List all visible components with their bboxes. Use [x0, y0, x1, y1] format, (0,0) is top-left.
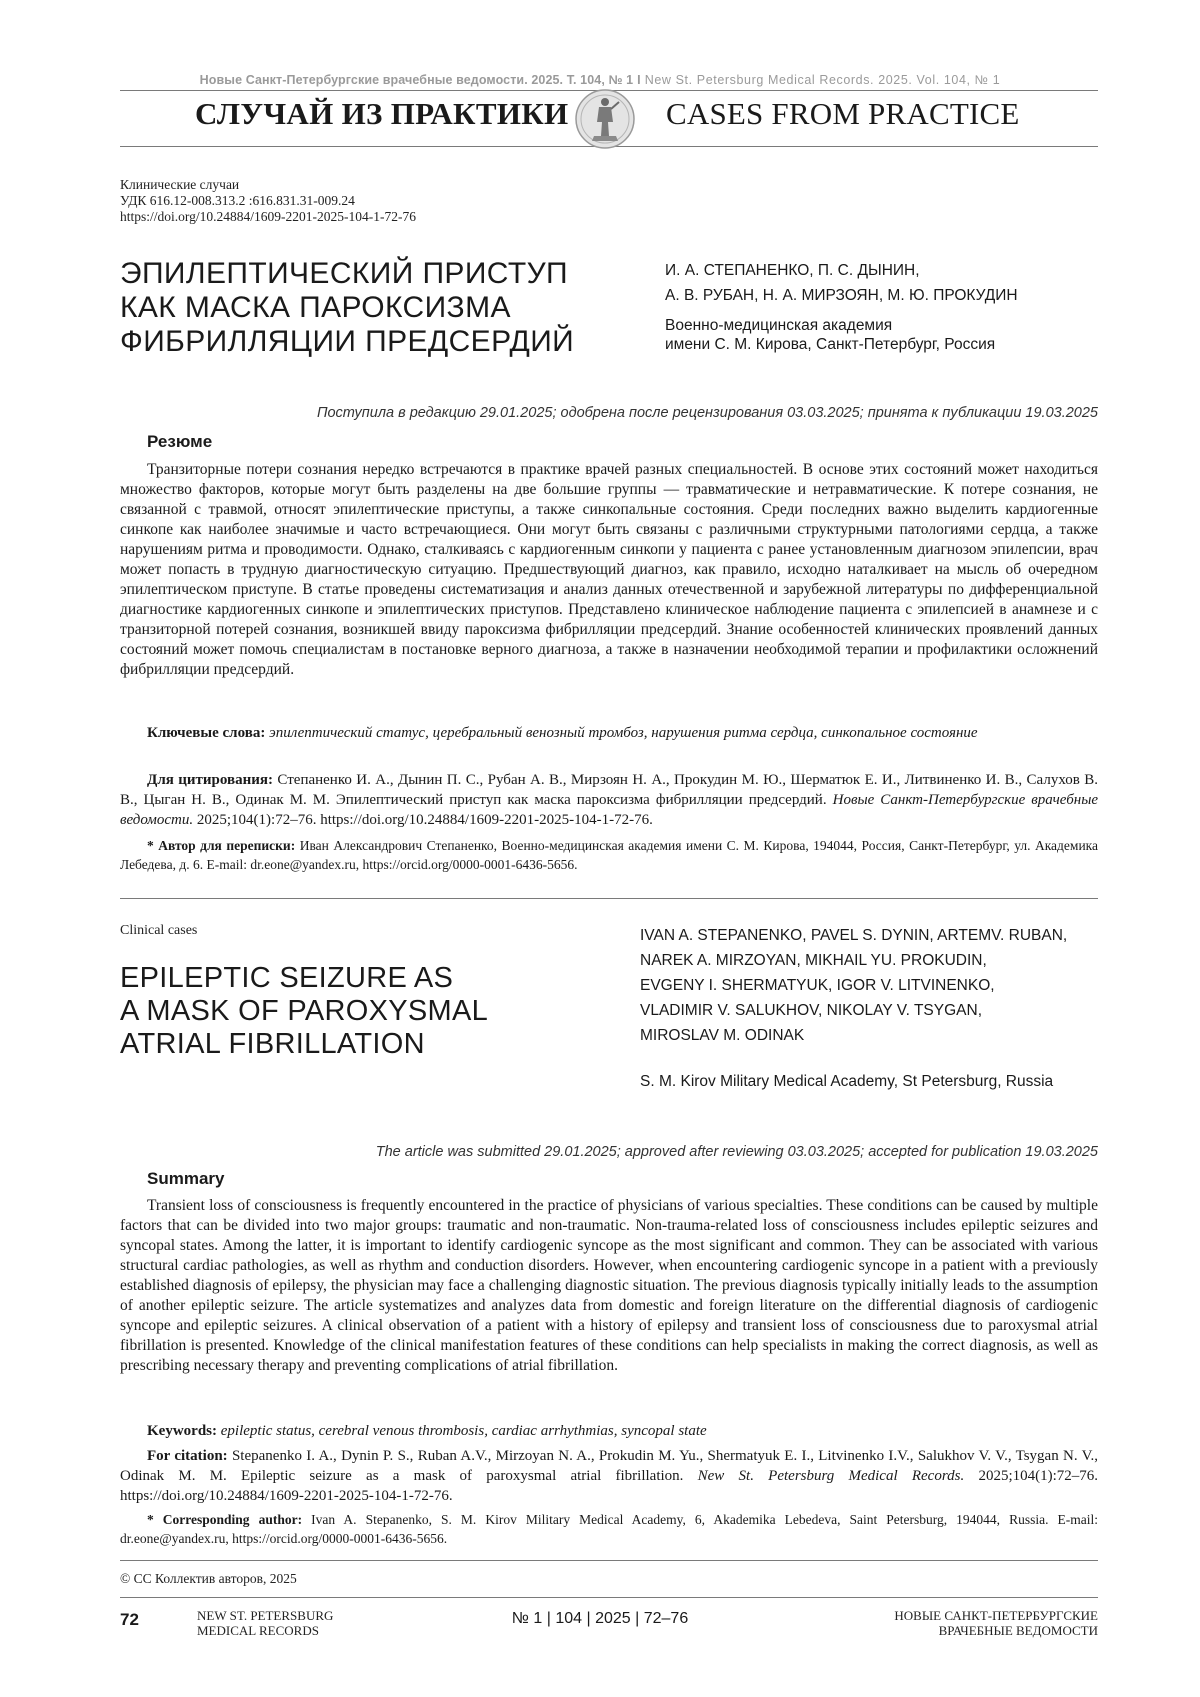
- authors-en-line-4: VLADIMIR V. SALUKHOV, NIKOLAY V. TSYGAN,: [640, 998, 1110, 1023]
- citation-text-ru: Степаненко И. А., Дынин П. С., Рубан А. В., Мирзоян Н. А., Прокудин М. Ю., Шерматюк Е. И., Литвиненко И. В., Салухов В. В., Цыган Н. В., Одинак М. М. Эпилептический приступ как маска пароксизма фибрилляции предсердий.: [120, 772, 1098, 808]
- title-en-line-3: ATRIAL FIBRILLATION: [120, 1028, 590, 1061]
- copyright-notice: © СС Коллектив авторов, 2025: [120, 1571, 297, 1587]
- citation-text-en: Stepanenko I. A., Dynin P. S., Ruban A.V., Mirzoyan N. A., Prokudin M. Yu., Shermatyuk E. I., Litvinenko I.V., Salukhov V. V., Tsygan N. V., Odinak M. M. Epileptic seizure as a mask of paroxysmal atrial fibrillation.: [120, 1448, 1098, 1484]
- abstract-heading-en: Summary: [147, 1169, 224, 1189]
- keywords-ru: [120, 723, 1098, 743]
- doi-link[interactable]: https://doi.org/10.24884/1609-2201-2025-104-1-72-76: [120, 209, 416, 225]
- footer-issue-info: № 1 | 104 | 2025 | 72–76: [0, 1610, 1200, 1628]
- footer-rule: [120, 1597, 1098, 1598]
- authors-en-line-2: NAREK A. MIRZOYAN, MIKHAIL YU. PROKUDIN,: [640, 948, 1110, 973]
- title-en-line-2: A MASK OF PAROXYSMAL: [120, 995, 590, 1028]
- affiliation-ru-line-1: Военно-медицинская академия: [665, 316, 1105, 335]
- citation-tail-ru: 2025;104(1):72–76. https://doi.org/10.24884/1609-2201-2025-104-1-72-76.: [197, 812, 653, 828]
- running-head-en: New St. Petersburg Medical Records. 2025. Vol. 104, № 1: [645, 73, 1001, 87]
- citation-label-en: For citation:: [147, 1448, 228, 1464]
- affiliation-ru-line-2: имени С. М. Кирова, Санкт-Петербург, Россия: [665, 335, 1105, 354]
- keywords-list-en: epileptic status, cerebral venous thrombosis, cardiac arrhythmias, syncopal state: [221, 1423, 707, 1439]
- affiliation-ru: [665, 316, 1105, 354]
- keywords-label-en: Keywords:: [147, 1423, 217, 1439]
- corr-text-en: Ivan A. Stepanenko, S. M. Kirov Military Medical Academy, 6, Akademika Lebedeva, Saint Petersburg, 194044, Russia. E-mail: dr.eone@yandex.ru, https://orcid.org/0000-0001-6436-5656.: [120, 1512, 1098, 1546]
- footer-journal-en-line-1: NEW ST. PETERSBURG: [197, 1608, 333, 1623]
- citation-ru: [120, 770, 1098, 830]
- authors-en-line-3: EVGENY I. SHERMATYUK, IGOR V. LITVINENKO,: [640, 973, 1110, 998]
- title-ru-line-1: ЭПИЛЕПТИЧЕСКИЙ ПРИСТУП: [120, 257, 600, 291]
- page-number: 72: [120, 1610, 139, 1630]
- citation-label-ru: Для цитирования:: [147, 772, 273, 788]
- corr-label-en: * Corresponding author:: [147, 1512, 302, 1527]
- keywords-list-ru: эпилептический статус, церебральный венозный тромбоз, нарушения ритма сердца, синкопальное состояние: [269, 725, 978, 741]
- citation-journal-en: New St. Petersburg Medical Records.: [698, 1468, 965, 1484]
- authors-en-line-5: MIROSLAV M. ODINAK: [640, 1023, 1110, 1048]
- section-title-en: CASES FROM PRACTICE: [666, 96, 1020, 132]
- corr-text-ru: Иван Александрович Степаненко, Военно-медицинская академия имени С. М. Кирова, 194044, Россия, Санкт-Петербург, ул. Академика Лебедева, д. 6. E-mail: dr.eone@yandex.ru, https://orcid.org/0000-0001-6436-5656.: [120, 838, 1098, 872]
- article-meta-ru: [120, 177, 416, 225]
- section-title-ru: СЛУЧАЙ ИЗ ПРАКТИКИ: [195, 96, 568, 132]
- title-ru-line-2: КАК МАСКА ПАРОКСИЗМА: [120, 291, 600, 325]
- authors-ru: [665, 258, 1105, 308]
- footer-journal-ru-line-1: НОВЫЕ САНКТ-ПЕТЕРБУРГСКИЕ: [780, 1608, 1098, 1623]
- affiliation-en: S. M. Kirov Military Medical Academy, St Petersburg, Russia: [640, 1073, 1110, 1091]
- citation-journal-ru: Новые Санкт-Петербургские врачебные ведомости.: [120, 792, 1098, 828]
- article-title-ru: [120, 257, 600, 359]
- article-dates-ru: Поступила в редакцию 29.01.2025; одобрена после рецензирования 03.03.2025; принята к публикации 19.03.2025: [120, 405, 1098, 421]
- article-title-en: [120, 962, 590, 1061]
- authors-en: [640, 923, 1110, 1048]
- footer-journal-ru-line-2: ВРАЧЕБНЫЕ ВЕДОМОСТИ: [780, 1623, 1098, 1638]
- running-head: [0, 73, 1200, 87]
- keywords-en: [120, 1421, 1098, 1441]
- article-dates-en: The article was submitted 29.01.2025; approved after reviewing 03.03.2025; accepted for publication 19.03.2025: [120, 1144, 1098, 1160]
- udk-code: УДК 616.12-008.313.2 :616.831.31-009.24: [120, 193, 416, 209]
- keywords-label-ru: Ключевые слова:: [147, 725, 265, 741]
- abstract-text-ru: Транзиторные потери сознания нередко встречаются в практике врачей разных специальностей. В основе этих состояний может находиться множество факторов, которые могут быть разделены на две большие группы — травматические и нетравматические. К потере сознания, не связанной с травмой, относят эпилептические приступы, а также синкопальные состояния. Среди последних важно выделить кардиогенные синкопе как наиболее значимые и часто встречающиеся. Они могут быть связаны с различными структурными патологиями сердца, а также нарушениям ритма и проводимости. Однако, сталкиваясь с кардиогенным синкопи у пациента с ранее установленным диагнозом эпилепсии, врач может попасть в трудную диагностическую ситуацию. Предшествующий диагноз, как правило, исходно наталкивает на мысль об очередном эпилептическом приступе. В статье проведены систематизация и анализ данных отечественной и зарубежной литературы по дифференциальной диагностике кардиогенных синкопе и эпилептических приступов. Представлено клиническое наблюдение пациента с эпилепсией в анамнезе и с транзиторной потерей сознания, возникшей ввиду пароксизма фибрилляции предсердий. Знание особенностей клинических проявлений данных состояний может помочь специалистам в постановке верного диагноза, а также в назначении необходимой терапии и профилактики осложнений фибрилляции предсердий.: [120, 460, 1098, 680]
- corresponding-author-ru: [120, 836, 1098, 874]
- corresponding-author-en: [120, 1510, 1098, 1548]
- running-head-separator: I: [637, 73, 641, 87]
- authors-en-line-1: IVAN A. STEPANENKO, PAVEL S. DYNIN, ARTEMV. RUBAN,: [640, 923, 1110, 948]
- citation-en: [120, 1446, 1098, 1506]
- copyright-rule: [120, 1560, 1098, 1561]
- abstract-heading-ru: Резюме: [147, 432, 212, 452]
- footer-journal-en-line-2: MEDICAL RECORDS: [197, 1623, 333, 1638]
- running-head-ru: Новые Санкт-Петербургские врачебные ведомости. 2025. Т. 104, № 1: [200, 73, 633, 87]
- footer-journal-ru: [780, 1608, 1098, 1638]
- abstract-text-en: Transient loss of consciousness is frequently encountered in the practice of physicians of various specialties. These conditions can be caused by multiple factors that can be divided into two major groups: traumatic and non-traumatic. Non-trauma-related loss of consciousness includes epileptic seizures and syncopal states. Among the latter, it is important to identify cardiogenic syncope as the most significant and common. They can be associated with various structural cardiac pathologies, as well as rhythm and conduction disorders. However, when encountering cardiogenic syncope in a patient with a previously established diagnosis of epilepsy, the physician may face a challenging diagnostic situation. The previous diagnosis typically initially leads to the assumption of another epileptic seizure. The article systematizes and analyzes data from domestic and foreign literature on the differential diagnosis of cardiogenic syncope and epileptic seizures. A clinical observation of a patient with a history of epilepsy and transient loss of consciousness due to paroxysmal atrial fibrillation is presented. Knowledge of the clinical manifestation features of these conditions can help specialists in making the correct diagnosis, as well as prescribing necessary therapy and preventing complications of atrial fibrillation.: [120, 1196, 1098, 1376]
- citation-tail-en: 2025;104(1):72–76. https://doi.org/10.24884/1609-2201-2025-104-1-72-76.: [120, 1468, 1098, 1504]
- article-category-ru: Клинические случаи: [120, 177, 416, 193]
- statue-emblem-icon: [572, 88, 638, 150]
- title-ru-line-3: ФИБРИЛЛЯЦИИ ПРЕДСЕРДИЙ: [120, 325, 600, 359]
- language-divider-rule: [120, 898, 1098, 899]
- authors-ru-line-1: И. А. СТЕПАНЕНКО, П. С. ДЫНИН,: [665, 258, 1105, 283]
- article-category-en: Clinical cases: [120, 923, 197, 939]
- corr-label-ru: * Автор для переписки:: [147, 838, 295, 853]
- title-en-line-1: EPILEPTIC SEIZURE AS: [120, 962, 590, 995]
- authors-ru-line-2: А. В. РУБАН, Н. А. МИРЗОЯН, М. Ю. ПРОКУДИН: [665, 283, 1105, 308]
